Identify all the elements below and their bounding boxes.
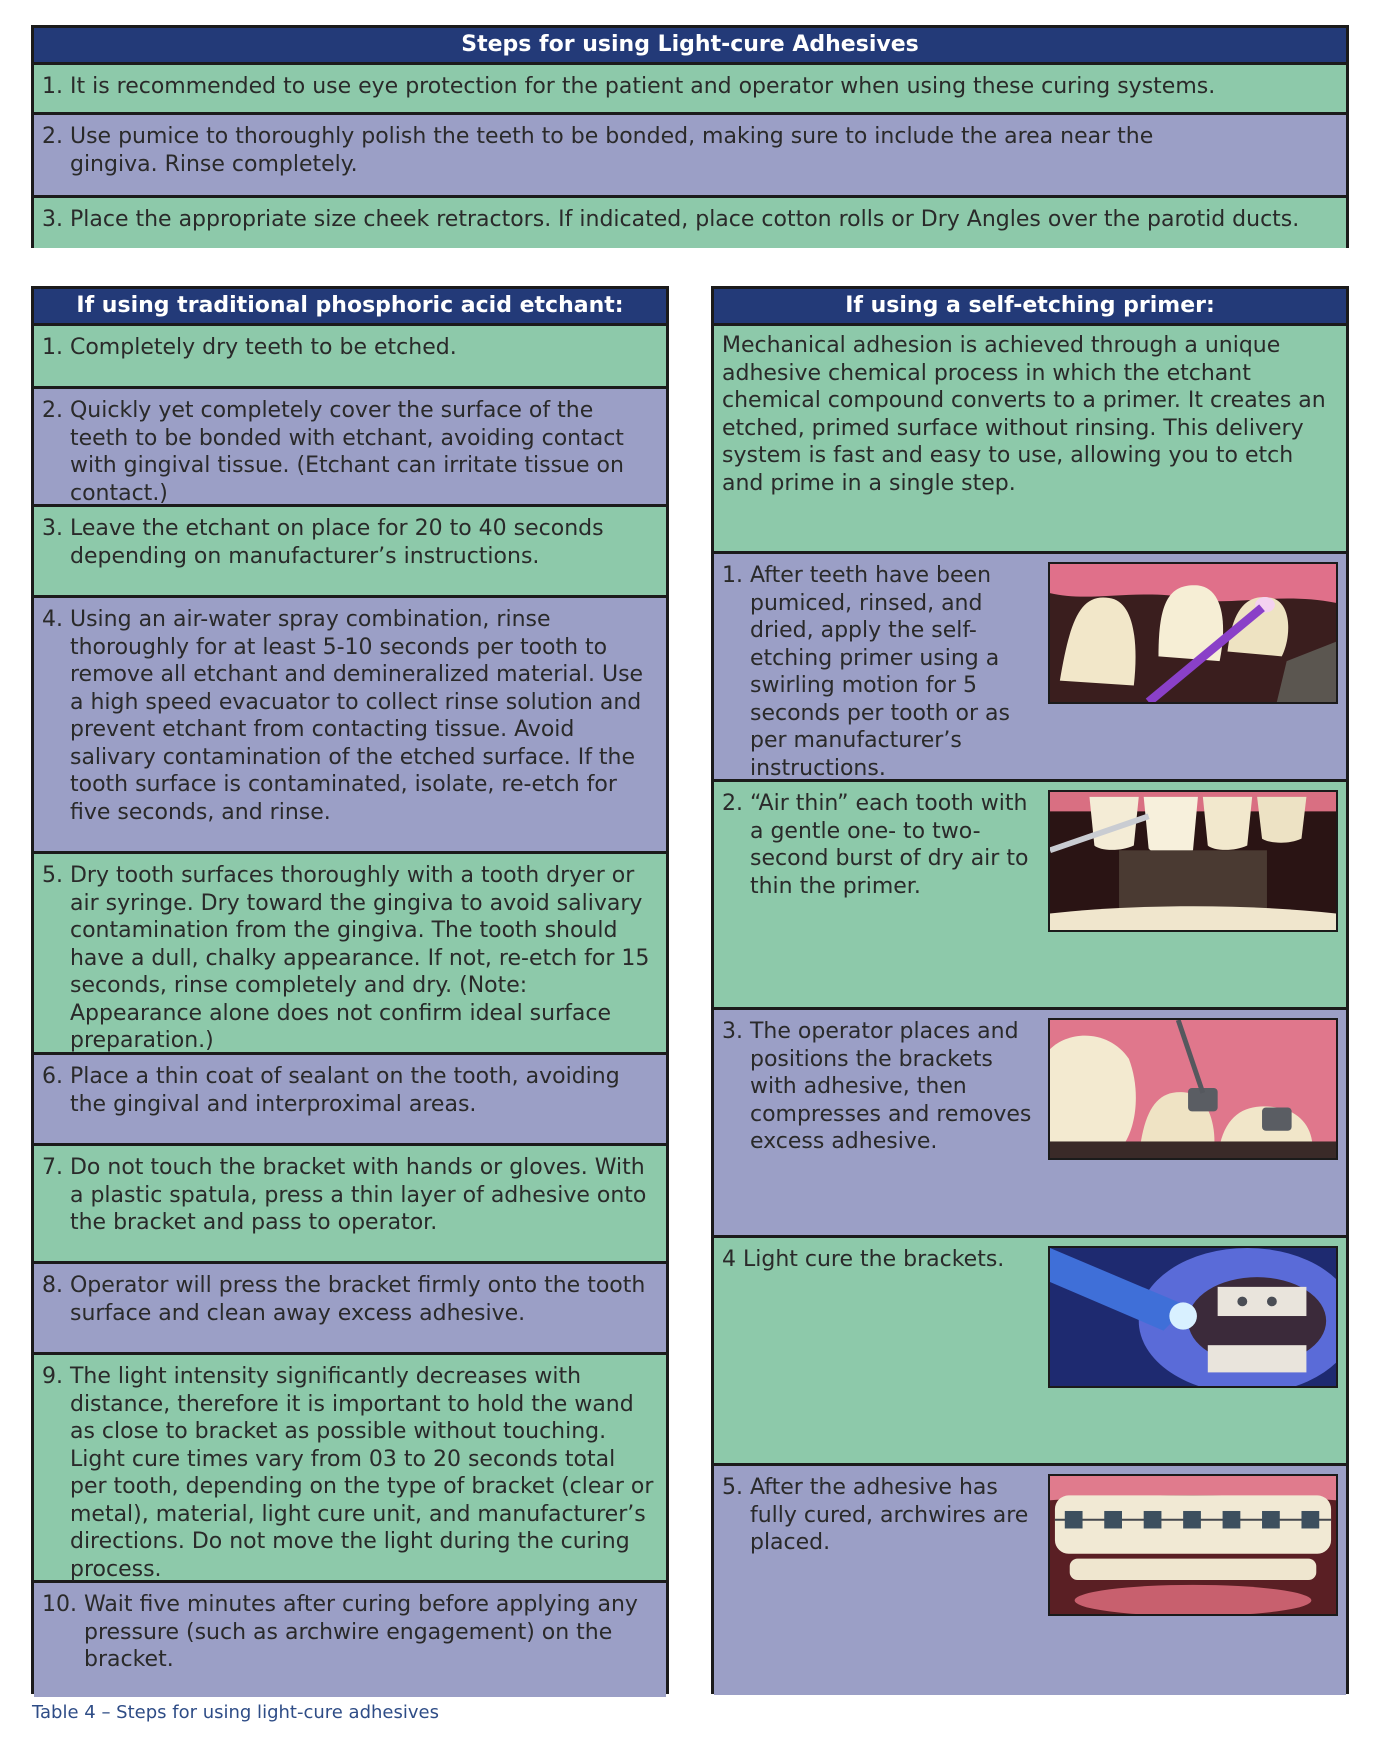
step-number: 3. bbox=[42, 207, 70, 232]
table-row bbox=[714, 1466, 1346, 1695]
air-thinning-photo bbox=[1048, 790, 1338, 932]
table-row bbox=[34, 65, 1346, 115]
step-number: 3. bbox=[42, 516, 70, 541]
left-table-title: If using traditional phosphoric acid etchant: bbox=[34, 289, 666, 326]
table-row bbox=[34, 1055, 666, 1146]
bracket-placement-photo bbox=[1048, 1018, 1338, 1160]
step-text: Dry tooth surfaces thoroughly with a tooth dryer or air syringe. Dry toward the gingiva to avoid salivary contamination from the gingiva. The tooth should have a dull, chalky appearance. If not, re-etch for 15 seconds, rinse completely and dry. (Note: Appearance alone does not confirm ideal surface preparation.) bbox=[69, 863, 650, 1053]
step-number: 7. bbox=[42, 1155, 70, 1180]
table-row bbox=[34, 1583, 666, 1697]
table-row bbox=[34, 1146, 666, 1264]
step-text: Use pumice to thoroughly polish the teeth to be bonded, making sure to include the area near the gingiva. Rinse completely. bbox=[69, 124, 1154, 177]
step-text: The operator places and positions the brackets with adhesive, then compresses and removes excess adhesive. bbox=[749, 1019, 1032, 1154]
step-number: 3. bbox=[722, 1019, 750, 1044]
step-text: Place the appropriate size cheek retractors. If indicated, place cotton rolls or Dry Angles over the parotid ducts. bbox=[69, 207, 1300, 232]
step-number: 5. bbox=[722, 1475, 750, 1500]
light-curing-photo bbox=[1048, 1246, 1338, 1388]
table-row bbox=[34, 326, 666, 389]
step-number: 1. bbox=[42, 335, 70, 360]
step-text: “Air thin” each tooth with a gentle one- to two-second burst of dry air to thin the primer. bbox=[749, 791, 1029, 899]
archwire-photo bbox=[1048, 1474, 1338, 1616]
step-text: Using an air-water spray combination, rinse thoroughly for at least 5-10 seconds per tooth to remove all etchant and demineralized material. Use a high speed evacuator to collect rinse solution and prevent etchant from contacting tissue. Avoid salivary contamination of the etched surface. If the tooth surface is contaminated, isolate, re-etch for five seconds, and rinse. bbox=[69, 607, 644, 825]
step-number: 2. bbox=[722, 791, 750, 816]
table-caption: Table 4 – Steps for using light-cure adhesives bbox=[32, 1702, 439, 1723]
step-text: Wait five minutes after curing before applying any pressure (such as archwire engagement) on the bracket. bbox=[83, 1592, 638, 1672]
table-row bbox=[34, 115, 1346, 198]
step-text: Leave the etchant on place for 20 to 40 seconds depending on manufacturer’s instructions. bbox=[69, 516, 604, 569]
step-text: It is recommended to use eye protection for the patient and operator when using these curing systems. bbox=[69, 74, 1216, 99]
step-number: 6. bbox=[42, 1064, 70, 1089]
table-row bbox=[714, 1238, 1346, 1466]
table-row bbox=[34, 389, 666, 507]
top-table-title: Steps for using Light-cure Adhesives bbox=[34, 28, 1346, 65]
table-row bbox=[34, 1355, 666, 1583]
step-number: 1. bbox=[42, 74, 70, 99]
self-etching-primer-table bbox=[711, 286, 1349, 1694]
table-row bbox=[714, 1010, 1346, 1238]
table-row bbox=[34, 507, 666, 598]
intro-row bbox=[714, 326, 1346, 554]
step-text: After the adhesive has fully cured, archwires are placed. bbox=[749, 1475, 1029, 1555]
table-row bbox=[714, 554, 1346, 782]
step-text: Completely dry teeth to be etched. bbox=[69, 335, 457, 360]
step-text: The light intensity significantly decreases with distance, therefore it is important to hold the wand as close to bracket as possible without touching. Light cure times vary from 03 to 20 seconds total per tooth, depending on the type of bracket (clear or metal), material, light cure unit, and manufacturer’s directions. Do not move the light during the curing process. bbox=[69, 1364, 654, 1582]
table-row bbox=[34, 598, 666, 854]
step-number: 2. bbox=[42, 124, 70, 149]
step-text: Do not touch the bracket with hands or gloves. With a plastic spatula, press a thin layer of adhesive onto the bracket and pass to operator. bbox=[69, 1155, 647, 1235]
table-row bbox=[34, 854, 666, 1055]
step-number: 1. bbox=[722, 563, 750, 588]
primer-application-photo bbox=[1048, 562, 1338, 704]
table-row bbox=[34, 1264, 666, 1355]
right-table-title: If using a self-etching primer: bbox=[714, 289, 1346, 326]
top-steps-table bbox=[31, 25, 1349, 248]
step-text: Quickly yet completely cover the surface of the teeth to be bonded with etchant, avoiding contact with gingival tissue. (Etchant can irritate tissue on contact.) bbox=[69, 398, 624, 506]
intro-text: Mechanical adhesion is achieved through a unique adhesive chemical process in which the etchant chemical compound converts to a primer. It creates an etched, primed surface without rinsing. This delivery system is fast and easy to use, allowing you to etch and prime in a single step. bbox=[722, 333, 1326, 496]
step-text: Operator will press the bracket firmly onto the tooth surface and clean away excess adhesive. bbox=[69, 1273, 646, 1326]
step-number: 2. bbox=[42, 398, 70, 423]
step-number: 5. bbox=[42, 863, 70, 888]
step-number: 8. bbox=[42, 1273, 70, 1298]
step-text: Place a thin coat of sealant on the tooth, avoiding the gingival and interproximal areas. bbox=[69, 1064, 620, 1117]
table-row bbox=[714, 782, 1346, 1010]
step-number: 9. bbox=[42, 1364, 70, 1389]
step-number: 4. bbox=[42, 607, 70, 632]
step-text: Light cure the brackets. bbox=[743, 1247, 1005, 1272]
step-number: 4 bbox=[722, 1247, 743, 1272]
step-text: After teeth have been pumiced, rinsed, and dried, apply the self-etching primer using a swirling motion for 5 seconds per tooth or as per manufacturer’s instructions. bbox=[749, 563, 1010, 781]
step-number: 10. bbox=[42, 1592, 84, 1617]
phosphoric-acid-table bbox=[31, 286, 669, 1694]
table-row bbox=[34, 198, 1346, 248]
